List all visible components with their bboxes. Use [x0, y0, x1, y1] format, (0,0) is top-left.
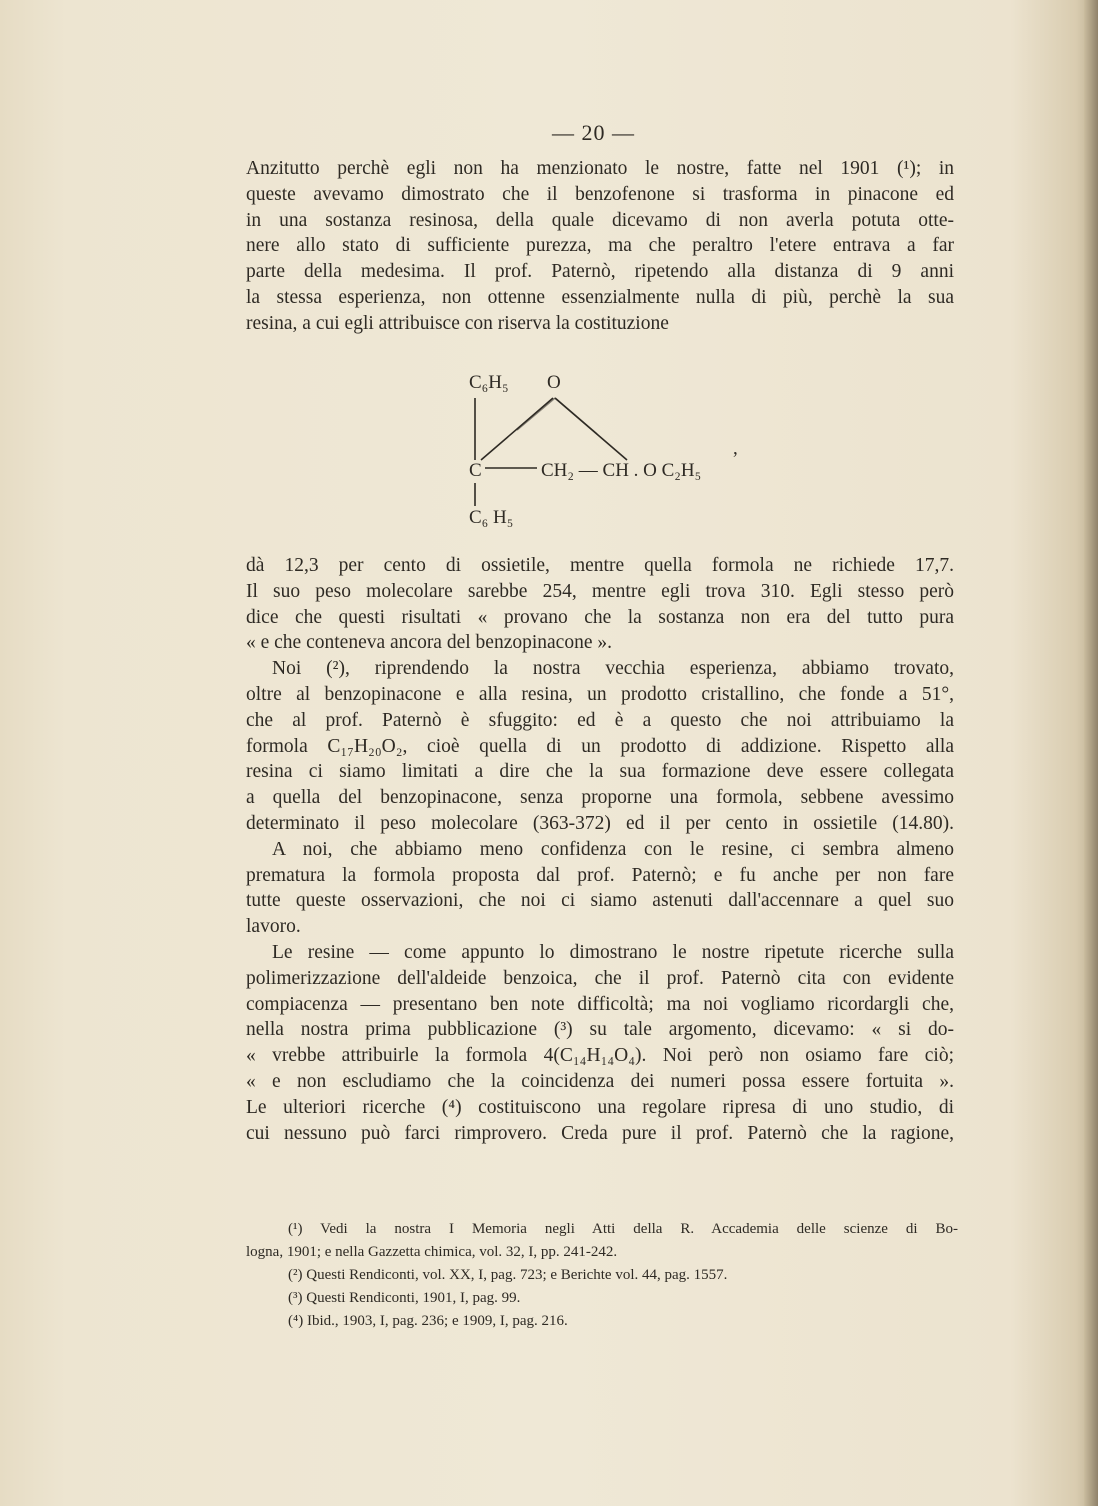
- text-line: determinato il peso molecolare (363-372) ed il per cento in ossietile (14.80).: [246, 812, 954, 834]
- text-line: A noi, che abbiamo meno confidenza con le resine, ci sembra almeno: [272, 838, 954, 860]
- footnote-1-continued: logna, 1901; e nella Gazzetta chimica, vol. 32, I, pp. 241-242.: [246, 1244, 618, 1260]
- formula-comma: ,: [733, 438, 738, 459]
- formula-oxygen: O: [547, 372, 561, 393]
- page-number: — 20 —: [552, 120, 635, 145]
- text-line: Le resine — come appunto lo dimostrano le nostre ripetute ricerche sulla: [272, 941, 954, 963]
- text-line: nella nostra prima pubblicazione (³) su tale argomento, dicevamo: « si do-: [246, 1019, 954, 1041]
- text-line: queste avevamo dimostrato che il benzofenone si trasforma in pinacone ed: [246, 183, 954, 205]
- footnote-2: (²) Questi Rendiconti, vol. XX, I, pag. 723; e Berichte vol. 44, pag. 1557.: [288, 1267, 728, 1283]
- footnotes: [246, 1218, 958, 1333]
- text-line: Il suo peso molecolare sarebbe 254, mentre egli trova 310. Egli stesso però: [246, 580, 954, 602]
- footnote-4: (⁴) Ibid., 1903, I, pag. 236; e 1909, I, pag. 216.: [288, 1313, 568, 1329]
- text-line: prematura la formola proposta dal prof. Paternò; e fu anche per non fare: [246, 864, 954, 886]
- footnote-3: (³) Questi Rendiconti, 1901, I, pag. 99.: [288, 1290, 521, 1306]
- text-line: « e che conteneva ancora del benzopinacone ».: [246, 632, 612, 654]
- text-line: resina ci siamo limitati a dire che la sua formazione deve essere collegata: [246, 761, 954, 783]
- text-line: lavoro.: [246, 916, 301, 938]
- text-line: dà 12,3 per cento di ossietile, mentre quella formola ne richiede 17,7.: [246, 555, 954, 576]
- text-line: compiacenza — presentano ben note difficoltà; ma noi vogliamo ricordargli che,: [246, 993, 954, 1015]
- formula-phenyl-bottom: C₆ H₅: [469, 507, 514, 528]
- text-line: tutte queste osservazioni, che noi ci siamo astenuti dall'accennare a quel suo: [246, 890, 954, 912]
- text-line: nere allo stato di sufficiente purezza, ma che peraltro l'etere entrava a far: [246, 235, 954, 257]
- structural-formula: [455, 368, 755, 533]
- page-edge-shadow: [1084, 0, 1098, 1506]
- text-line: « e non escludiamo che la coincidenza dei numeri possa essere fortuita ».: [246, 1070, 954, 1092]
- text-line: Le ulteriori ricerche (⁴) costituiscono una regolare ripresa di uno studio, di: [246, 1096, 954, 1118]
- text-line: a quella del benzopinacone, senza proporne una formola, sebbene avessimo: [246, 787, 954, 809]
- bond-inner-left: [517, 398, 555, 430]
- text-line: « vrebbe attribuirle la formola 4(C₁₄H₁₄O₄). Noi però non osiamo fare ciò;: [246, 1045, 954, 1067]
- formula-phenyl-top: C₆H₅: [469, 372, 509, 393]
- formula-carbon: C: [469, 460, 482, 481]
- text-line: polimerizzazione dell'aldeide benzoica, che il prof. Paternò cita con evidente: [246, 967, 954, 989]
- text-line: Anzitutto perchè egli non ha menzionato le nostre, fatte nel 1901 (¹); in: [246, 158, 954, 179]
- text-line: in una sostanza resinosa, della quale dicevamo di non averla potuta otte-: [246, 209, 954, 231]
- bond-inner-right: [555, 398, 597, 434]
- text-line: la stessa esperienza, non ottenne essenzialmente nulla di più, perchè la sua: [246, 286, 954, 308]
- text-line: Noi (²), riprendendo la nostra vecchia esperienza, abbiamo trovato,: [272, 658, 954, 680]
- text-line: dice che questi risultati « provano che la sostanza non era del tutto pura: [246, 606, 954, 628]
- text-line: cui nessuno può farci rimprovero. Creda pure il prof. Paternò che la ragione,: [246, 1122, 954, 1144]
- text-line: che al prof. Paternò è sfuggito: ed è a questo che noi attribuiamo la: [246, 709, 954, 731]
- paragraph-1: [246, 156, 954, 337]
- text-line: formola C₁₇H₂₀O₂, cioè quella di un prodotto di addizione. Rispetto alla: [246, 735, 954, 757]
- footnote-1: (¹) Vedi la nostra I Memoria negli Atti della R. Accademia delle scienze di Bo-: [288, 1221, 958, 1237]
- text-line: oltre al benzopinacone e alla resina, un prodotto cristallino, che fonde a 51°,: [246, 683, 954, 705]
- main-text: [246, 553, 954, 1146]
- text-line: parte della medesima. Il prof. Paternò, ripetendo alla distanza di 9 anni: [246, 261, 954, 283]
- formula-chain: CH₂ — CH . O C₂H₅: [541, 460, 702, 481]
- text-line: resina, a cui egli attribuisce con riserva la costituzione: [246, 312, 669, 334]
